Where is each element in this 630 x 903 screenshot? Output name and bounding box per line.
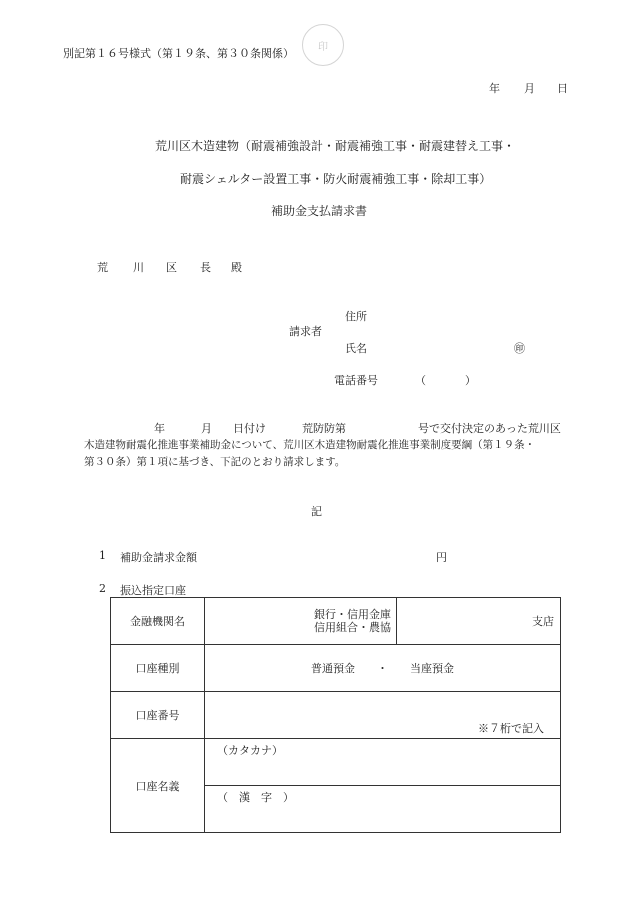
number-note: ※７桁で記入 — [478, 722, 544, 735]
type-label: 口座種別 — [111, 645, 205, 692]
number-cell[interactable] — [205, 692, 561, 739]
addressee-5: 殿 — [231, 261, 242, 274]
date-day: 日 — [557, 82, 568, 95]
type-options[interactable]: 普通預金 ・ 当座預金 — [205, 645, 561, 692]
kanji-label: （ 漢 字 ） — [217, 791, 294, 804]
item1-number: 1 — [99, 549, 106, 562]
bank-type-a: 銀行・信用金庫 — [314, 608, 391, 621]
body-month: 月 — [201, 422, 212, 435]
item1-unit: 円 — [436, 551, 447, 564]
title-line3: 補助金支払請求書 — [271, 204, 368, 218]
phone-close-paren: ） — [465, 374, 476, 387]
requester-label: 請求者 — [289, 325, 322, 338]
body-line2: 木造建物耐震化推進事業補助金について、荒川区木造建物耐震化推進事業制度要綱（第１９条・ — [84, 439, 536, 451]
body-arakawa-no: 荒防防第 — [302, 422, 346, 435]
addressee-1: 荒 — [97, 261, 108, 274]
body-day: 日付け — [233, 422, 266, 435]
date-year: 年 — [489, 82, 500, 95]
bank-label: 金融機関名 — [111, 598, 205, 645]
item2-label: 振込指定口座 — [120, 584, 186, 597]
title-line2: 耐震シェルター設置工事・防火耐震補強工事・除却工事） — [180, 172, 492, 186]
addressee-3: 区 — [166, 261, 177, 274]
item1-label: 補助金請求金額 — [120, 551, 197, 564]
account-table — [110, 597, 561, 833]
kana-label: （カタカナ） — [217, 744, 283, 757]
holder-label: 口座名義 — [111, 739, 205, 833]
body-line3: 第３０条）第１項に基づき、下記のとおり請求します。 — [84, 456, 346, 468]
name-label: 氏名 — [345, 342, 367, 355]
seal-mark: ㊞ — [514, 342, 525, 355]
kanji-cell[interactable] — [205, 786, 561, 833]
form-id: 別記第１６号様式（第１９条、第３０条関係） — [63, 47, 294, 60]
body-year: 年 — [154, 422, 165, 435]
phone-label: 電話番号 — [334, 374, 378, 387]
item2-number: 2 — [99, 582, 106, 595]
address-label: 住所 — [345, 310, 367, 323]
number-label: 口座番号 — [111, 692, 205, 739]
addressee-2: 川 — [133, 261, 144, 274]
stamp-mark: 印 — [302, 24, 344, 66]
ki-mark: 記 — [311, 505, 322, 518]
title-line1: 荒川区木造建物（耐震補強設計・耐震補強工事・耐震建替え工事・ — [155, 139, 516, 153]
bank-type-b: 信用組合・農協 — [314, 621, 391, 634]
kana-cell[interactable] — [205, 739, 561, 786]
branch-cell[interactable]: 支店 — [397, 598, 561, 645]
body-line1-rest: 号で交付決定のあった荒川区 — [418, 422, 561, 435]
phone-open-paren: （ — [415, 374, 426, 387]
date-month: 月 — [524, 82, 535, 95]
bank-type-cell[interactable] — [205, 598, 397, 645]
addressee-4: 長 — [200, 261, 211, 274]
